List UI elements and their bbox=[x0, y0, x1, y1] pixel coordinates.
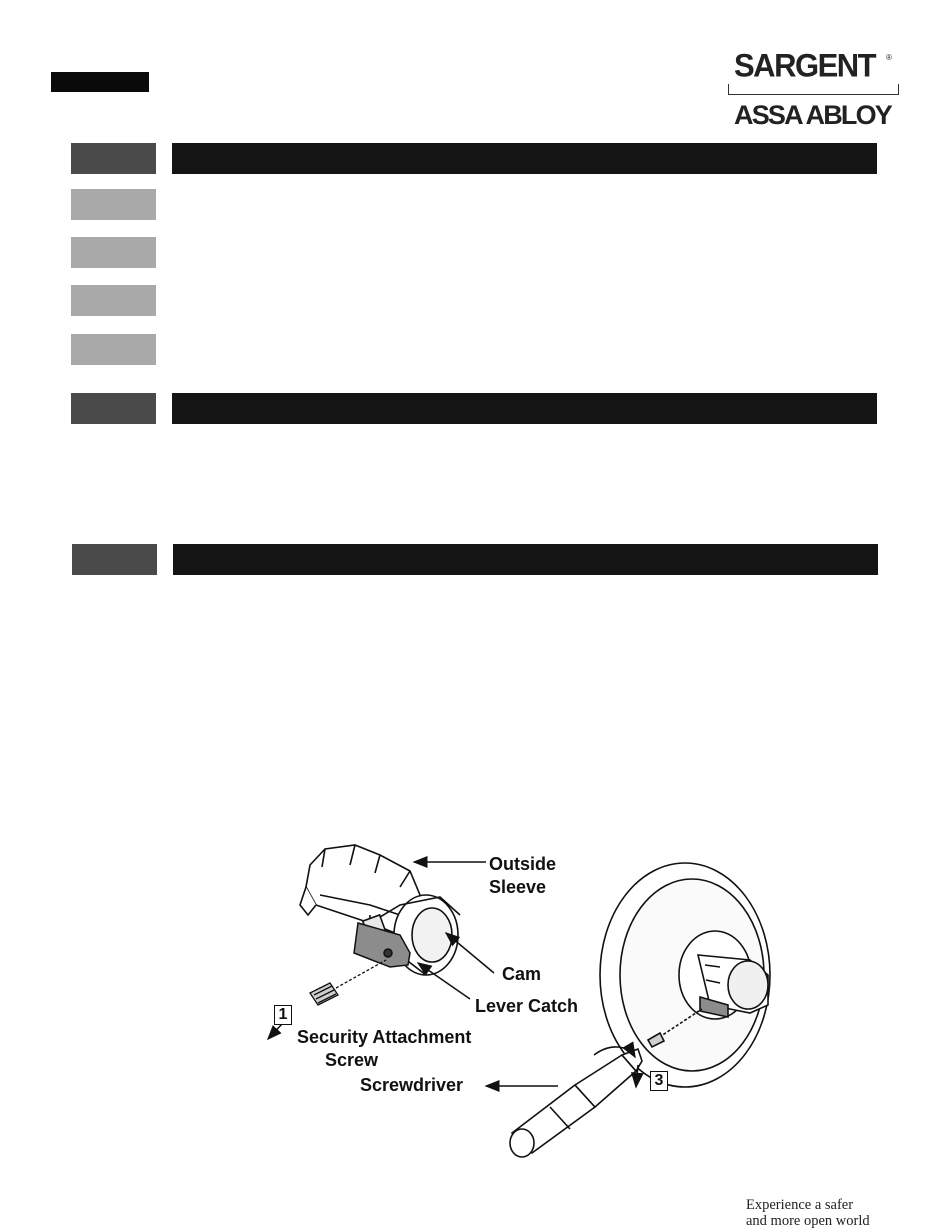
security-screw-drawing bbox=[310, 960, 386, 1005]
outside-sleeve-label-line2: Sleeve bbox=[489, 877, 547, 897]
footer-tagline bbox=[746, 1197, 870, 1229]
step-1-arrow bbox=[268, 1024, 282, 1039]
registered-mark: ® bbox=[886, 53, 892, 62]
row-3-tab bbox=[71, 285, 156, 316]
document-tag bbox=[51, 72, 149, 92]
row-1-tab bbox=[71, 189, 156, 220]
lever-attachment-diagram bbox=[250, 835, 900, 1165]
section-3-header-bar bbox=[173, 544, 878, 575]
logo-divider bbox=[728, 84, 899, 95]
step-1-box: 1 bbox=[274, 1005, 292, 1025]
step-3-box: 3 bbox=[650, 1071, 668, 1091]
lever-catch-label: Lever Catch bbox=[475, 996, 579, 1016]
outside-sleeve-label-line1: Outside bbox=[489, 854, 557, 874]
section-1-tab bbox=[71, 143, 156, 174]
outside-sleeve-label bbox=[489, 853, 556, 899]
screwdriver-drawing bbox=[510, 1047, 642, 1157]
section-3-tab bbox=[72, 544, 157, 575]
section-2-tab bbox=[71, 393, 156, 424]
tagline-line1: Experience a safer bbox=[746, 1197, 854, 1213]
sargent-assa-abloy-logo bbox=[726, 44, 906, 134]
tagline-line2: and more open world bbox=[746, 1213, 870, 1229]
cam-label: Cam bbox=[502, 964, 542, 984]
screwdriver-label: Screwdriver bbox=[360, 1075, 464, 1095]
brand-name: SARGENT bbox=[734, 47, 876, 84]
security-screw-label-line1: Security Attachment bbox=[297, 1027, 472, 1047]
section-2-header-bar bbox=[172, 393, 877, 424]
row-4-tab bbox=[71, 334, 156, 365]
security-attachment-screw-label bbox=[297, 1026, 471, 1072]
row-2-tab bbox=[71, 237, 156, 268]
section-1-header-bar bbox=[172, 143, 877, 174]
security-screw-label-line2: Screw bbox=[325, 1050, 379, 1070]
parent-brand-name: ASSA ABLOY bbox=[734, 100, 892, 130]
